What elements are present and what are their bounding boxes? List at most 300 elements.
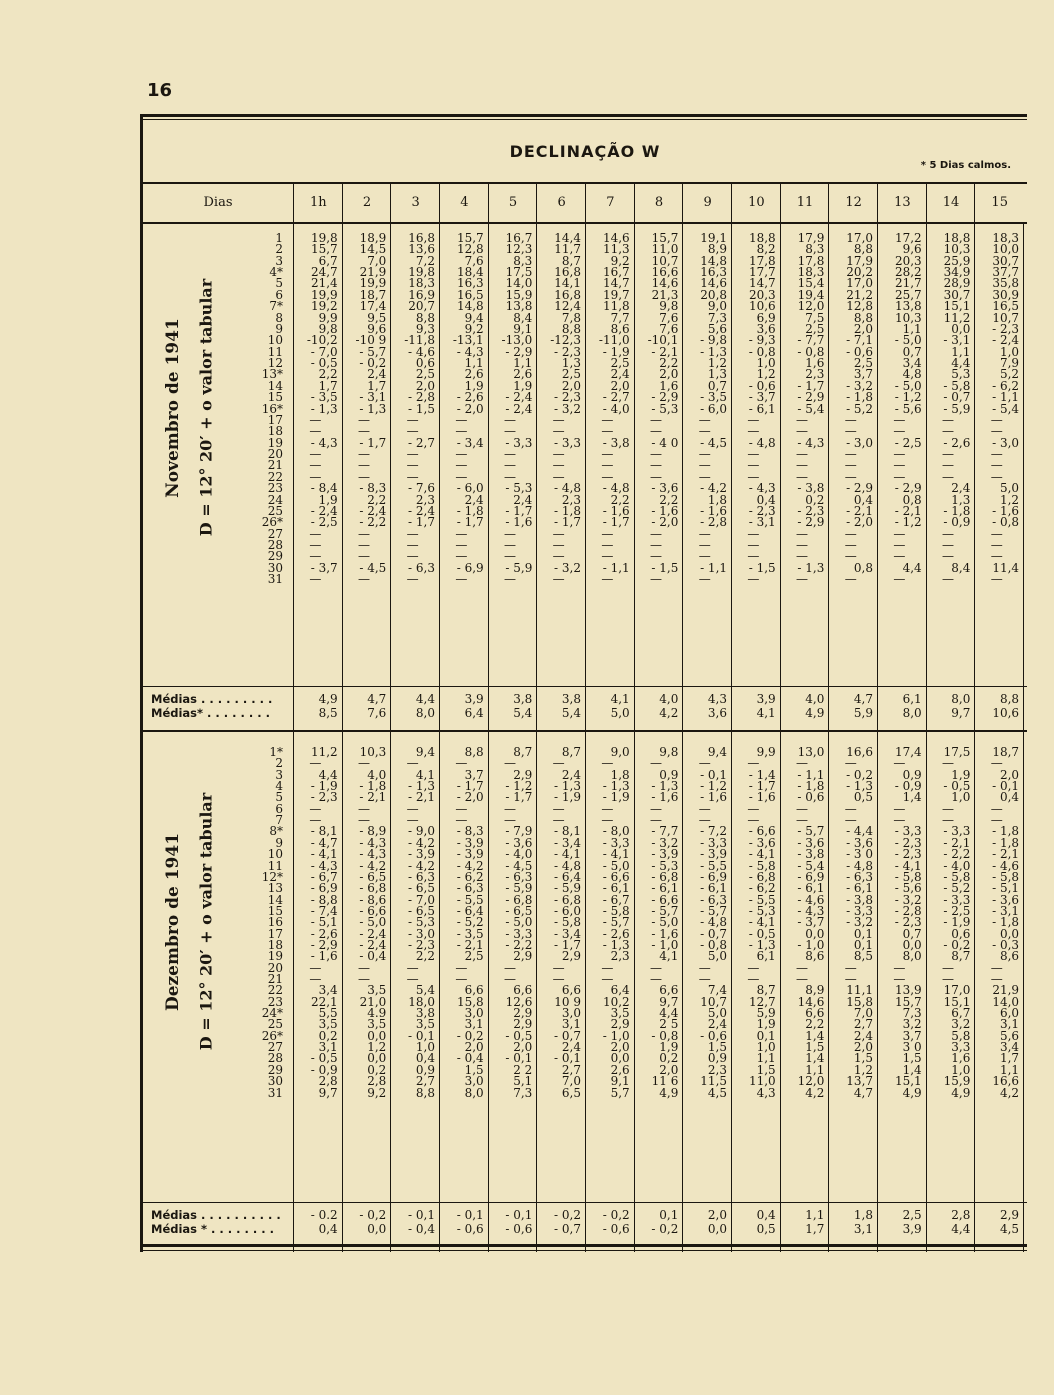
table-cell: 0,5 (853, 790, 874, 805)
table-cell: 1,5 (805, 1040, 825, 1055)
table-cell: - 6,1 (846, 881, 874, 896)
day-label: 16 (267, 915, 283, 930)
table-cell: 2,9 (513, 1017, 533, 1032)
table-cell: - 1,9 (310, 779, 338, 794)
table-cell: - 6,7 (310, 869, 338, 884)
table-cell: 7,5 (805, 310, 825, 325)
table-cell: - 5,5 (456, 892, 484, 907)
table-cell: 2,9 (513, 767, 533, 782)
table-cell: - 1,9 (554, 790, 581, 805)
table-cell: 12,0 (797, 1074, 825, 1089)
table-cell: - 0,7 (943, 390, 971, 405)
december-medias-value: - 0,2 (602, 1208, 630, 1222)
table-cell: — (455, 756, 468, 771)
table-cell: 19,1 (700, 231, 728, 245)
table-cell: 2,0 (513, 1040, 533, 1055)
table-cell: 11 6 (651, 1074, 679, 1089)
table-cell: 3,1 (318, 1040, 338, 1055)
table-cell: - 6,5 (408, 881, 435, 896)
table-cell: 19,9 (310, 287, 338, 302)
table-cell: — (357, 447, 370, 462)
november-medias-calm-value: 10,6 (992, 706, 1020, 720)
table-cell: 2,0 (659, 367, 679, 382)
day-label: 31 (267, 1085, 283, 1100)
table-cell: -10 9 (355, 333, 387, 348)
table-cell: — (942, 756, 955, 771)
table-cell: - 0,8 (748, 344, 776, 359)
table-cell: — (455, 572, 468, 587)
table-cell: — (504, 572, 516, 587)
november-medias-value: 6,1 (902, 692, 922, 706)
table-cell: - 2,9 (651, 390, 679, 405)
table-cell: — (844, 572, 857, 587)
table-cell: 0,4 (853, 492, 874, 507)
december-medias-value: - 0,1 (505, 1208, 533, 1222)
header-hour-4: 4 (439, 184, 489, 222)
table-cell: — (601, 424, 614, 439)
table-cell: - 3,1 (359, 390, 387, 405)
table-cell: - 2,3 (797, 503, 825, 518)
table-cell: 11,2 (943, 310, 971, 325)
table-cell: — (552, 537, 565, 552)
table-cell: - 5,9 (554, 881, 581, 896)
table-cell: — (990, 447, 1003, 462)
table-cell: 8,2 (756, 242, 776, 257)
table-cell: 1,9 (318, 492, 338, 507)
table-cell: - 5,6 (894, 881, 922, 896)
table-cell: — (990, 469, 1003, 484)
table-cell: - 1,6 (310, 949, 338, 964)
november-medias-calm-value: 6,4 (464, 706, 484, 720)
table-cell: - 5,7 (651, 903, 679, 918)
table-cell: — (747, 756, 760, 771)
table-cell: 10,3 (943, 242, 971, 257)
table-cell: 15,1 (894, 1074, 922, 1089)
table-cell: - 1,9 (602, 790, 630, 805)
table-cell: - 2,1 (651, 344, 679, 359)
table-cell: - 2,9 (846, 481, 874, 496)
table-cell: 4,3 (756, 1085, 776, 1100)
table-cell: - 3,6 (505, 835, 533, 850)
table-cell: 9,6 (367, 321, 387, 336)
table-cell: - 4,8 (602, 481, 630, 496)
day-label: 14 (267, 378, 283, 393)
table-cell: - 2,9 (797, 515, 825, 530)
table-cell: 3,7 (853, 367, 874, 382)
table-cell: - 2,8 (700, 515, 728, 530)
table-cell: 10 9 (554, 994, 581, 1009)
table-cell: — (504, 424, 516, 439)
table-cell: 0,7 (902, 344, 922, 359)
table-cell: 17,0 (943, 983, 971, 998)
table-cell: - 6,8 (359, 881, 387, 896)
table-cell: 2 2 (513, 1062, 533, 1077)
table-cell: 18,4 (456, 265, 484, 280)
table-cell: 0,0 (999, 926, 1020, 941)
table-cell: - 3,9 (456, 835, 484, 850)
day-label: 25 (267, 503, 283, 518)
day-label: 9 (275, 321, 283, 336)
table-cell: 11,3 (602, 242, 630, 257)
table-cell: — (747, 572, 760, 587)
table-cell: 14,6 (797, 994, 825, 1009)
table-cell: — (504, 469, 516, 484)
table-cell: - 5,7 (797, 824, 825, 839)
table-cell: 1,9 (464, 378, 484, 393)
table-cell: 5,0 (999, 481, 1020, 496)
table-cell: — (893, 549, 906, 564)
november-medias-calm-value: 4,9 (805, 706, 825, 720)
table-cell: — (990, 801, 1003, 816)
table-cell: 2,6 (610, 1062, 630, 1077)
table-cell: — (796, 960, 809, 975)
table-cell: — (650, 469, 663, 484)
table-cell: 12,8 (456, 242, 484, 257)
day-label: 19 (267, 949, 283, 964)
table-cell: 1,3 (951, 492, 971, 507)
table-cell: 7,6 (659, 310, 679, 325)
table-cell: — (357, 537, 370, 552)
table-cell: — (698, 412, 711, 427)
november-medias-value: 4,0 (659, 692, 679, 706)
table-cell: - 3,8 (846, 892, 874, 907)
november-medias-calm-value: 4,1 (756, 706, 776, 720)
table-cell: 3,5 (415, 1017, 435, 1032)
table-cell: - 5,5 (748, 892, 776, 907)
table-cell: — (552, 972, 565, 986)
table-cell: — (357, 960, 370, 975)
table-cell: 19,7 (602, 287, 630, 302)
table-cell: 14,5 (359, 242, 387, 257)
table-cell: — (455, 972, 468, 986)
table-cell: 6,7 (951, 1006, 971, 1021)
table-cell: — (796, 537, 809, 552)
table-cell: — (942, 537, 955, 552)
table-cell: - 7,0 (408, 892, 435, 907)
table-cell: — (309, 458, 322, 473)
table-cell: — (455, 412, 468, 427)
table-cell: - 1,1 (797, 767, 825, 782)
table-cell: — (406, 972, 419, 986)
day-label: 28 (267, 537, 283, 552)
table-cell: 1,2 (756, 367, 776, 382)
table-cell: 3,0 (464, 1006, 484, 1021)
table-cell: 19,8 (310, 231, 338, 245)
table-cell: 2,7 (853, 1017, 874, 1032)
table-cell: 2,5 (561, 367, 581, 382)
table-cell: - 3,4 (456, 435, 484, 450)
table-cell: - 1,6 (992, 503, 1020, 518)
table-cell: - 3,2 (554, 560, 581, 575)
table-cell: 2,4 (707, 1017, 728, 1032)
table-cell: 0,2 (367, 1062, 387, 1077)
table-cell: — (844, 549, 857, 564)
table-cell: 14,4 (554, 231, 581, 245)
table-cell: 2,7 (561, 1062, 581, 1077)
table-cell: 2,8 (367, 1074, 387, 1089)
table-cell: 3,7 (464, 767, 484, 782)
table-cell: - 1,6 (651, 926, 679, 941)
table-cell: — (504, 412, 516, 427)
table-cell: — (942, 549, 955, 564)
table-cell: — (650, 549, 663, 564)
table-cell: 9,0 (707, 299, 728, 314)
table-cell: — (455, 549, 468, 564)
table-cell: — (601, 572, 614, 587)
table-cell: 28,9 (943, 276, 971, 291)
table-cell: 0,4 (756, 492, 776, 507)
table-cell: - 1,8 (992, 915, 1020, 930)
table-cell: 1,5 (707, 1040, 728, 1055)
table-cell: 9,8 (659, 299, 679, 314)
table-cell: - 5,7 (359, 344, 387, 359)
table-cell: - 2,0 (456, 401, 484, 416)
table-cell: — (552, 526, 565, 541)
day-label: 7* (269, 299, 283, 314)
day-label: 1 (275, 231, 283, 245)
table-cell: 8,8 (415, 1085, 435, 1100)
table-cell: 8,3 (805, 242, 825, 257)
table-cell: 14,8 (456, 299, 484, 314)
table-cell: - 2,4 (359, 926, 387, 941)
table-cell: - 4,2 (700, 481, 728, 496)
table-cell: - 7,9 (505, 824, 533, 839)
table-cell: — (796, 801, 809, 816)
table-cell: - 2,1 (846, 503, 874, 518)
table-cell: - 0,1 (554, 1051, 581, 1066)
table-cell: - 8,3 (359, 481, 387, 496)
table-cell: — (942, 447, 955, 462)
november-medias-calm-label: Médias* . . . . . . . . (151, 706, 271, 720)
day-label: 26* (261, 515, 283, 530)
table-cell: 21,7 (894, 276, 922, 291)
day-label: 15 (267, 903, 283, 918)
table-cell: 18,3 (992, 231, 1020, 245)
table-cell: 14,7 (748, 276, 776, 291)
table-cell: 0,2 (318, 1028, 338, 1043)
table-cell: 4.9 (367, 1006, 387, 1021)
table-cell: - 9,3 (748, 333, 776, 348)
table-cell: 3,4 (902, 356, 922, 371)
december-medias-value: - 0,1 (408, 1208, 435, 1222)
table-cell: - 0,5 (505, 1028, 533, 1043)
table-cell: 15,7 (894, 994, 922, 1009)
december-medias-value: 2,9 (999, 1208, 1020, 1222)
table-cell: - 1,0 (797, 937, 825, 952)
table-cell: - 1,7 (797, 378, 825, 393)
table-cell: 8,5 (853, 949, 874, 964)
table-cell: 1,3 (561, 356, 581, 371)
table-cell: — (406, 537, 419, 552)
day-label: 17 (267, 412, 283, 427)
table-cell: 13,0 (797, 745, 825, 759)
table-cell: — (357, 412, 370, 427)
table-cell: 18,3 (797, 265, 825, 280)
table-cell: - 2,1 (943, 835, 971, 850)
header-hour-6: 6 (536, 184, 586, 222)
table-cell: 3,2 (951, 1017, 971, 1032)
november-medias-value: 4,4 (415, 692, 435, 706)
table-cell: 7,6 (464, 253, 484, 268)
table-cell: — (844, 972, 857, 986)
december-medias-value: - 0,1 (456, 1208, 484, 1222)
table-cell: 1,7 (318, 378, 338, 393)
table-cell: 7,0 (367, 253, 387, 268)
table-cell: - 3,3 (505, 435, 533, 450)
table-cell: — (504, 801, 516, 816)
table-cell: 15,8 (846, 994, 874, 1009)
table-cell: - 4,6 (408, 344, 435, 359)
table-cell: — (893, 813, 906, 828)
table-cell: - 1,7 (359, 435, 387, 450)
day-label: 6 (275, 801, 283, 816)
day-label: 6 (275, 287, 283, 302)
table-cell: - 6,1 (651, 881, 679, 896)
table-cell: 21,0 (359, 994, 387, 1009)
table-cell: 9,6 (902, 242, 922, 257)
table-cell: - 2,1 (992, 847, 1020, 862)
december-medias-calm-value: 0,0 (707, 1222, 728, 1236)
table-cell: 16,8 (554, 265, 581, 280)
bottom-rule (143, 1244, 1027, 1247)
table-cell: - 2,6 (456, 390, 484, 405)
december-formula: D = 12° 20′ + o valor tabular (196, 792, 216, 1051)
table-cell: 9,3 (415, 321, 435, 336)
table-cell: - 7,7 (797, 333, 825, 348)
table-cell: - 2,6 (602, 926, 630, 941)
table-cell: - 8,0 (602, 824, 630, 839)
table-cell: — (552, 412, 565, 427)
table-cell: — (747, 458, 760, 473)
day-label: 13 (267, 881, 283, 896)
table-cell: 4,9 (951, 1085, 971, 1100)
table-cell: 6,0 (999, 1006, 1020, 1021)
table-cell: - 4,6 (797, 892, 825, 907)
table-cell: 8,4 (951, 560, 971, 575)
table-cell: — (309, 801, 322, 816)
table-cell: 3,5 (318, 1017, 338, 1032)
header-hour-14: 14 (926, 184, 976, 222)
day-label: 30 (267, 560, 283, 575)
table-cell: 2,2 (610, 492, 630, 507)
table-cell: 10,3 (359, 745, 387, 759)
table-cell: - 2,3 (554, 390, 581, 405)
table-cell: — (504, 549, 516, 564)
bottom-rule-thin (143, 1250, 1027, 1251)
december-medias-value: 2,0 (707, 1208, 728, 1222)
table-cell: 2,3 (415, 492, 435, 507)
table-cell: — (650, 537, 663, 552)
table-cell: - 2,4 (505, 401, 533, 416)
table-cell: 2,5 (853, 356, 874, 371)
table-cell: 17,4 (359, 299, 387, 314)
table-cell: - 5,4 (797, 858, 825, 873)
table-cell: — (747, 801, 760, 816)
table-cell: 14,6 (602, 231, 630, 245)
december-medias-calm-value: - 0,6 (456, 1222, 484, 1236)
table-cell: — (309, 756, 322, 771)
table-row (143, 299, 1027, 314)
header-hour-7: 7 (585, 184, 635, 222)
table-cell: 7,0 (561, 1074, 581, 1089)
table-cell: 0,4 (999, 790, 1020, 805)
table-cell: - 4,0 (602, 401, 630, 416)
table-cell: 13,8 (894, 299, 922, 314)
header-hour-12: 12 (828, 184, 878, 222)
table-cell: — (504, 756, 516, 771)
table-cell: - 1,8 (846, 390, 874, 405)
day-label: 3 (275, 767, 283, 782)
table-cell: - 1,3 (651, 779, 679, 794)
table-cell: - 3,2 (554, 401, 581, 416)
table-cell: — (455, 537, 468, 552)
table-cell: - 2,8 (894, 903, 922, 918)
table-cell: — (309, 960, 322, 975)
table-cell: 9,9 (756, 745, 776, 759)
december-medias-value: - 0.2 (310, 1208, 338, 1222)
table-cell: - 3,6 (797, 835, 825, 850)
table-cell: — (601, 756, 614, 771)
table-cell: - 5,8 (943, 378, 971, 393)
table-cell: 9,0 (610, 745, 630, 759)
table-cell: - 1,3 (310, 401, 338, 416)
day-label: 16* (261, 401, 283, 416)
table-cell: - 1,3 (408, 779, 435, 794)
november-medias-calm-value: 5,0 (610, 706, 630, 720)
table-cell: 8,7 (951, 949, 971, 964)
table-cell: — (844, 424, 857, 439)
table-cell: - 0,9 (310, 1062, 338, 1077)
table-cell: 10,2 (602, 994, 630, 1009)
table-cell: 19,9 (359, 276, 387, 291)
table-cell: 5,5 (318, 1006, 338, 1021)
table-row (143, 424, 1027, 439)
table-cell: 15,7 (651, 231, 679, 245)
day-label: 13* (261, 367, 283, 382)
table-cell: 1,7 (367, 378, 387, 393)
table-cell: - 3,1 (943, 333, 971, 348)
table-cell: - 4,8 (748, 435, 776, 450)
table-cell: 2,9 (561, 949, 581, 964)
table-cell: - 5,9 (505, 881, 533, 896)
table-cell: - 3,8 (797, 481, 825, 496)
table-cell: 9,5 (367, 310, 387, 325)
table-cell: - 6,1 (602, 881, 630, 896)
table-cell: 9,2 (367, 1085, 387, 1100)
table-cell: — (552, 960, 565, 975)
day-label: 29 (267, 1062, 283, 1077)
december-month-title: Dezembro de 1941 (163, 832, 183, 1011)
table-cell: - 6,8 (505, 892, 533, 907)
table-cell: - 0,4 (359, 949, 387, 964)
table-cell: 8,8 (415, 310, 435, 325)
table-cell: - 4,3 (797, 435, 825, 450)
table-cell: 13,6 (408, 242, 435, 257)
day-label: 25 (267, 1017, 283, 1032)
table-cell: 14,6 (700, 276, 728, 291)
table-cell: 4,4 (902, 560, 922, 575)
table-cell: - 5,4 (797, 401, 825, 416)
table-cell: - 4,6 (992, 858, 1020, 873)
table-cell: — (650, 458, 663, 473)
table-cell: 3,8 (415, 1006, 435, 1021)
table-cell: 19,8 (408, 265, 435, 280)
table-cell: 7,9 (999, 356, 1020, 371)
table-cell: 3,5 (367, 983, 387, 998)
day-label: 29 (267, 549, 283, 564)
table-cell: - 3,8 (602, 435, 630, 450)
table-row (143, 549, 1027, 564)
